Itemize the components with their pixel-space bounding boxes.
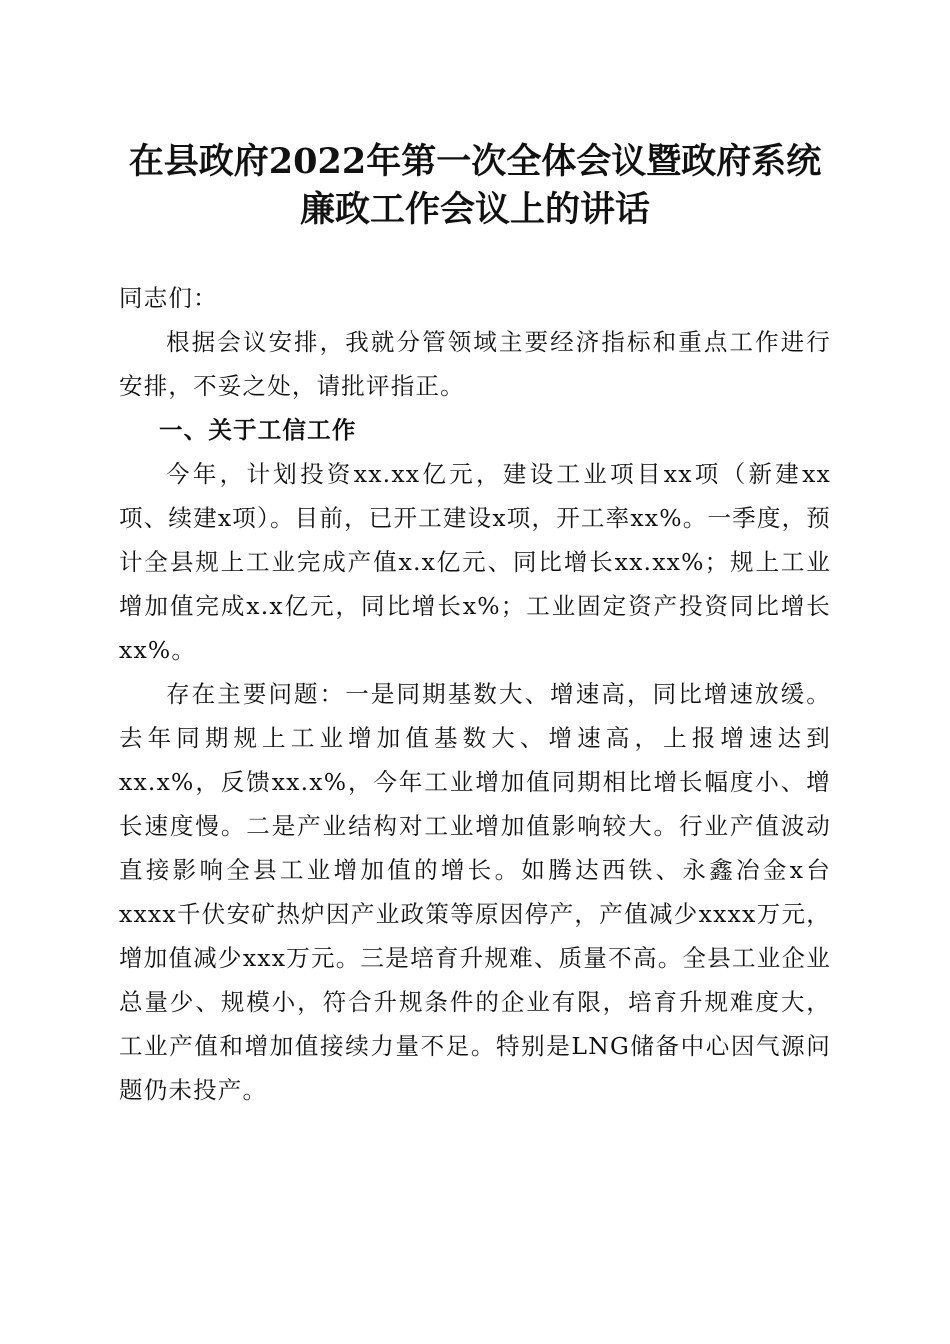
document-title-line-1: 在县政府2022年第一次全体会议暨政府系统 — [128, 141, 822, 182]
section-1-paragraph-1: 今年，计划投资xx.xx亿元，建设工业项目xx项（新建xx项、续建x项）。目前，已开工建设x项，开工率xx%。一季度，预计全县规上工业完成产值x.x亿元、同比增长xx.xx%；规上工业增加值完成x.x亿元，同比增长x%；工业固定资产投资同比增长xx%。 — [119, 460, 831, 664]
section-1-paragraph-2: 存在主要问题：一是同期基数大、增速高，同比增速放缓。去年同期规上工业增加值基数大、增速高，上报增速达到xx.x%，反馈xx.x%，今年工业增加值同期相比增长幅度小、增长速度慢。二是产业结构对工业增加值影响较大。行业产值波动直接影响全县工业增加值的增长。如腾达西铁、永鑫冶金x台xxxx千伏安矿热炉因产业政策等原因停产，产值减少xxxx万元，增加值减少xxx万元。三是培育升规难、质量不高。全县工业企业总量少、规模小，符合升规条件的企业有限，培育升规难度大，工业产值和增加值接续力量不足。特别是LNG储备中心因气源问题仍未投产。 — [119, 680, 831, 1104]
document-title-line-2: 廉政工作会议上的讲话 — [299, 189, 650, 230]
intro-paragraph: 根据会议安排，我就分管领域主要经济指标和重点工作进行安排，不妥之处，请批评指正。 — [119, 328, 831, 400]
salutation: 同志们： — [119, 284, 218, 312]
section-heading-1: 一、关于工信工作 — [158, 416, 357, 444]
